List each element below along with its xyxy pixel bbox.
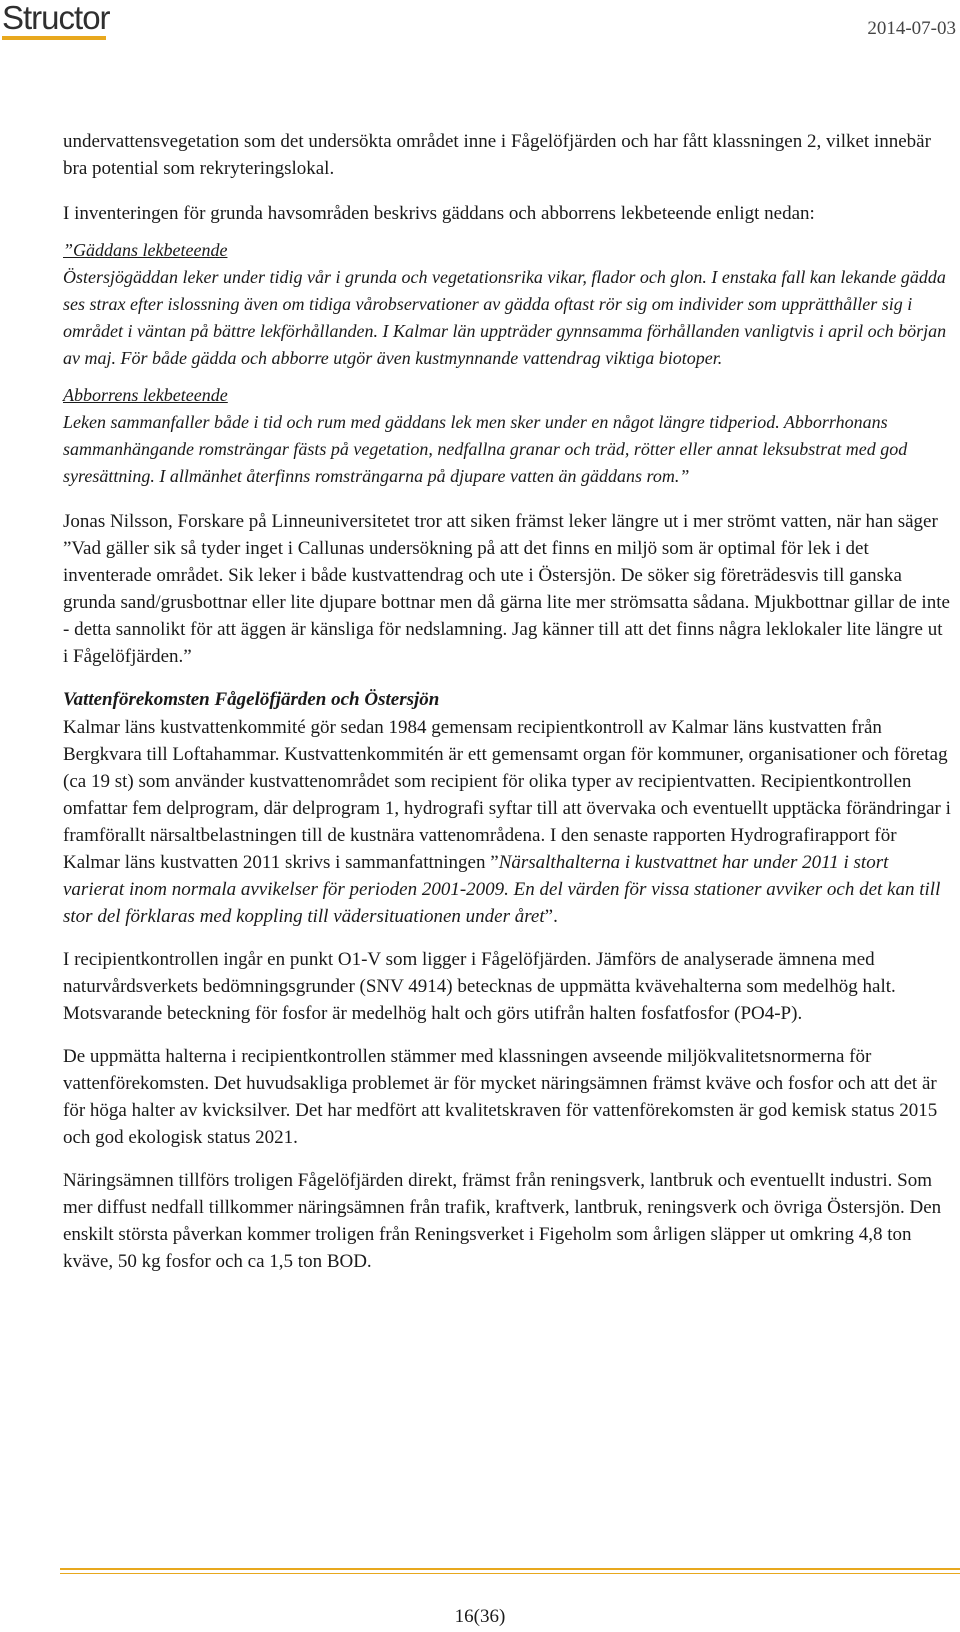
paragraph-4-quote: Närsalthalterna i kustvattnet har under 2011 i stort varierat inom normala avvikelser för perioden 2001-2009. En del värden för vissa stationer avviker och det kan till stor del förklaras med koppling till vädersituationen under året — [63, 852, 941, 927]
footer-divider — [60, 1568, 960, 1570]
footer-divider-thin — [60, 1573, 960, 1574]
paragraph-4 — [63, 714, 951, 930]
paragraph-7: Näringsämnen tillförs troligen Fågelöfjärden direkt, främst från reningsverk, lantbruk och eventuellt industri. Som mer diffust nedfall tillkommer näringsämnen från trafik, kraftverk, lantbruk, reningsverk och övriga Östersjön. Den enskilt största påverkan kommer troligen från Reningsverket i Figeholm som årligen släpper ut omkring 4,8 ton kväve, 50 kg fosfor och ca 1,5 ton BOD. — [63, 1170, 942, 1272]
quote-heading-perch: Abborrens lekbeteende — [63, 385, 228, 405]
quote-text-perch: Leken sammanfaller både i tid och rum med gäddans lek men sker under en något längre tidperiod. Abborrhonans sammanhängande romsträngar fästs på vegetation, nedfallna granar och träd, rötter eller annat leksubstrat med god syresättning. I allmänhet återfinns romsträngarna på djupare vatten än gäddans rom.” — [63, 412, 908, 486]
structor-logo — [2, 0, 112, 44]
quote-heading-pike: ”Gäddans lekbeteende — [63, 240, 228, 260]
logo-text: Structor — [2, 0, 110, 36]
quote-text-pike: Östersjögäddan leker under tidig vår i grunda och vegetationsrika vikar, flador och glon. I enstaka fall kan lekande gädda ses strax efter islossning även om tidiga vårobservationer av gädda oftast rör sig om individer som upprätthåller sig i området i väntan på bättre lekförhållanden. I Kalmar län uppträder gynnsamma förhållanden vanligtvis i april och början av maj. För både gädda och abborre utgör även kustmynnande vattendrag viktiga biotoper. — [63, 267, 947, 368]
paragraph-1: undervattensvegetation som det undersökta området inne i Fågelöfjärden och har fått klassningen 2, vilket innebär bra potential som rekryteringslokal. — [63, 131, 931, 179]
paragraph-3: Jonas Nilsson, Forskare på Linneuniversitetet tror att siken främst leker längre ut i mer strömt vatten, när han säger ”Vad gäller sik så tyder inget i Callunas undersökning på att det finns en miljö som är optimal för lek i det inventerade området. Sik leker i både kustvattendrag och ute i Östersjön. De söker sig företrädesvis till ganska grunda sand/grusbottnar eller lite djupare bottnar men då gärna lite mer strömsatta sådana. Mjukbottnar gillar de inte - detta sannolikt för att äggen är känsliga för nedslamning. Jag känner till att det finns några leklokaler lite längre ut i Fågelöfjärden.” — [63, 511, 950, 667]
paragraph-4-text: Kalmar läns kustvattenkommité gör sedan 1984 gemensam recipientkontroll av Kalmar läns kustvatten från Bergkvara till Loftahammar. Kustvattenkommitén är ett gemensamt organ för kommuner, organisationer och företag (ca 19 st) som använder kustvattenområdet som recipient för olika typer av recipientvatten. Recipientkontrollen omfattar fem delprogram, där delprogram 1, hydrografi syftar till att övervaka och eventuellt upptäcka förändringar i framförallt närsaltbelastningen till de kustnära vattenområdena. I den senaste rapporten Hydrografirapport för Kalmar läns kustvatten 2011 skrivs i sammanfattningen ” — [63, 717, 951, 873]
section-heading: Vattenförekomsten Fågelöfjärden och Östersjön — [63, 689, 440, 710]
paragraph-6: De uppmätta halterna i recipientkontrollen stämmer med klassningen avseende miljökvalitetsnormerna för vattenförekomsten. Det huvudsakliga problemet är för mycket näringsämnen främst kväve och fosfor och att det är för höga halter av kvicksilver. Det har medfört att kvalitetskraven för vattenförekomsten är god kemisk status 2015 och god ekologisk status 2021. — [63, 1046, 938, 1148]
document-body — [63, 128, 951, 1275]
logo-underline — [2, 36, 106, 40]
page-header — [0, 0, 960, 60]
paragraph-2: I inventeringen för grunda havsområden beskrivs gäddans och abborrens lekbeteende enligt nedan: — [63, 203, 815, 224]
paragraph-4-end: ”. — [544, 906, 558, 927]
page-number: 16(36) — [454, 1606, 506, 1627]
paragraph-5: I recipientkontrollen ingår en punkt O1-V som ligger i Fågelöfjärden. Jämförs de analyserade ämnena med naturvårdsverkets bedömningsgrunder (SNV 4914) betecknas de uppmätta kvävehalterna som medelhög halt. Motsvarande beteckning för fosfor är medelhög halt och görs utifrån halten fosfatfosfor (PO4-P). — [63, 949, 896, 1024]
header-date: 2014-07-03 — [867, 18, 956, 39]
